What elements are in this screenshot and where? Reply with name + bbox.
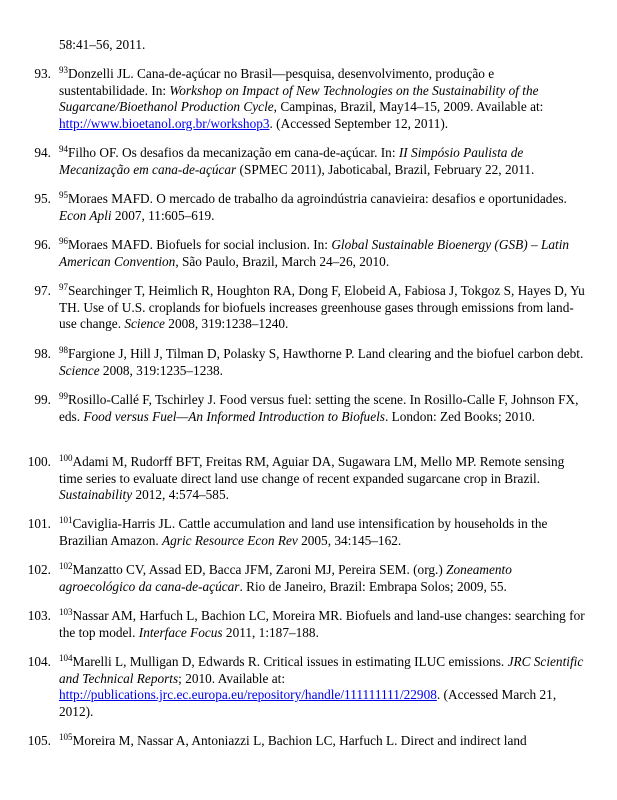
reference-superscript: 104: [59, 653, 73, 663]
reference-text: [59, 66, 585, 132]
reference-segment: Manzatto CV, Assad ED, Bacca JFM, Zaroni MJ, Pereira SEM. (org.): [72, 562, 447, 577]
reference-number: 98.: [34, 346, 51, 361]
reference-text: [59, 733, 585, 750]
reference-number: 96.: [34, 237, 51, 252]
reference-superscript: 99: [59, 391, 68, 401]
reference-text: [59, 562, 585, 595]
reference-text: [59, 454, 585, 504]
reference-superscript: 98: [59, 345, 68, 355]
reference-link[interactable]: http://www.bioetanol.org.br/workshop3: [59, 115, 270, 131]
reference-segment: . Rio de Janeiro, Brazil: Embrapa Solos; 2009, 55.: [239, 578, 507, 594]
reference-text: [59, 608, 585, 641]
reference-superscript: 101: [59, 515, 73, 525]
reference-text: [59, 392, 585, 425]
reference-superscript: 102: [59, 561, 73, 571]
reference-number: 101.: [27, 516, 51, 531]
reference-italic-title: Science: [124, 316, 165, 331]
reference-text: [59, 145, 585, 178]
reference-italic-title: JRC Scientific and Technical Reports: [59, 654, 584, 686]
reference-italic-title: Food versus Fuel—An Informed Introduction to Biofuels: [83, 408, 385, 424]
reference-number: 99.: [34, 392, 51, 407]
reference-segment: Marelli L, Mulligan D, Edwards R. Critical issues in estimating ILUC emissions.: [72, 654, 508, 669]
reference-italic-title: Zoneamento agroecológico da cana-de-açúcar: [59, 562, 512, 594]
reference-italic-title: Science: [59, 362, 100, 378]
reference-number: 97.: [34, 283, 51, 298]
reference-number: 102.: [27, 562, 51, 577]
reference-segment: . (Accessed September 12, 2011).: [269, 115, 449, 131]
reference-text: [59, 516, 585, 549]
reference-text: [59, 346, 585, 379]
reference-text: [59, 654, 585, 720]
reference-superscript: 105: [59, 732, 73, 742]
reference-segment: Moreira M, Nassar A, Antoniazzi L, Bachion LC, Harfuch L. Direct and indirect land: [72, 733, 527, 748]
reference-superscript: 103: [59, 607, 73, 617]
reference-link[interactable]: http://publications.jrc.ec.europa.eu/repository/handle/111111111/22908: [59, 687, 437, 702]
reference-continuation: 58:41–56, 2011.: [59, 37, 146, 52]
reference-segment: Adami M, Rudorff BFT, Freitas RM, Aguiar DA, Sugawara LM, Mello MP. Remote sensing time series to evaluate direct land use change of recent expanded sugarcane crop in Brazil.: [59, 454, 565, 486]
reference-text: [59, 237, 585, 270]
reference-segment: 2005, 34:145–162.: [297, 532, 402, 548]
reference-segment: Filho OF. Os desafios da mecanização em cana-de-açúcar. In:: [68, 145, 399, 160]
reference-number: 103.: [27, 608, 51, 623]
reference-segment: Fargione J, Hill J, Tilman D, Polasky S, Hawthorne P. Land clearing and the biofuel carbon debt.: [68, 346, 584, 361]
reference-number: 93.: [34, 66, 51, 81]
reference-segment: Donzelli JL. Cana-de-açúcar no Brasil—pesquisa, desenvolvimento, produção e sustentabilidade. In:: [59, 66, 495, 98]
reference-superscript: 95: [59, 190, 68, 200]
reference-superscript: 94: [59, 144, 68, 154]
reference-italic-title: II Simpósio Paulista de Mecanização em cana-de-açúcar: [59, 145, 524, 177]
reference-superscript: 96: [59, 236, 68, 246]
reference-text: [59, 191, 585, 224]
reference-segment: , Campinas, Brazil, May14–15, 2009. Available at:: [273, 99, 544, 114]
reference-segment: Moraes MAFD. O mercado de trabalho da agroindústria canavieira: desafios e oportunidades.: [68, 191, 567, 206]
reference-italic-title: Sustainability: [59, 487, 133, 502]
reference-segment: , São Paulo, Brazil, March 24–26, 2010.: [175, 253, 390, 269]
reference-segment: (SPMEC 2011), Jaboticabal, Brazil, February 22, 2011.: [236, 161, 535, 177]
reference-segment: Searchinger T, Heimlich R, Houghton RA, Dong F, Elobeid A, Fabiosa J, Tokgoz S, Hayes D, Yu TH. Use of U.S. croplands for biofuels increases greenhouse gases through emissions from land-use change.: [59, 283, 585, 331]
reference-superscript: 97: [59, 282, 68, 292]
reference-segment: Caviglia-Harris JL. Cattle accumulation and land use intensification by households in the Brazilian Amazon.: [59, 516, 548, 548]
reference-segment: ; 2010. Available at:: [178, 670, 286, 686]
reference-segment: Nassar AM, Harfuch L, Bachion LC, Moreira MR. Biofuels and land-use changes: searching for the top model.: [59, 608, 585, 640]
reference-number: 94.: [34, 145, 51, 160]
reference-segment: Rosillo-Callé F, Tschirley J. Food versus fuel: setting the scene. In Rosillo-Calle F, Johnson FX, eds.: [59, 392, 579, 424]
reference-segment: 2008, 319:1235–1238.: [99, 362, 223, 378]
reference-superscript: 93: [59, 65, 68, 75]
reference-segment: . London: Zed Books; 2010.: [384, 408, 535, 424]
reference-number: 105.: [27, 733, 51, 748]
reference-segment: Moraes MAFD. Biofuels for social inclusion. In:: [68, 237, 332, 252]
reference-segment: 2011, 1:187–188.: [222, 624, 319, 640]
reference-number: 100.: [27, 454, 51, 469]
reference-italic-title: Global Sustainable Bioenergy (GSB) – Latin American Convention: [59, 237, 570, 269]
reference-segment: 2012, 4:574–585.: [132, 487, 229, 502]
reference-number: 104.: [27, 654, 51, 669]
reference-italic-title: Workshop on Impact of New Technologies on the Sustainability of the Sugarcane/Bioethanol Production Cycle: [59, 82, 539, 114]
reference-number: 95.: [34, 191, 51, 206]
reference-italic-title: Econ Apli: [59, 207, 112, 223]
reference-text: [59, 283, 585, 333]
reference-segment: 2008, 319:1238–1240.: [164, 316, 289, 331]
reference-italic-title: Agric Resource Econ Rev: [162, 532, 298, 548]
reference-segment: 2007, 11:605–619.: [111, 207, 215, 223]
reference-segment: . (Accessed March 21, 2012).: [59, 687, 557, 719]
reference-superscript: 100: [59, 453, 73, 463]
reference-italic-title: Interface Focus: [138, 624, 223, 640]
